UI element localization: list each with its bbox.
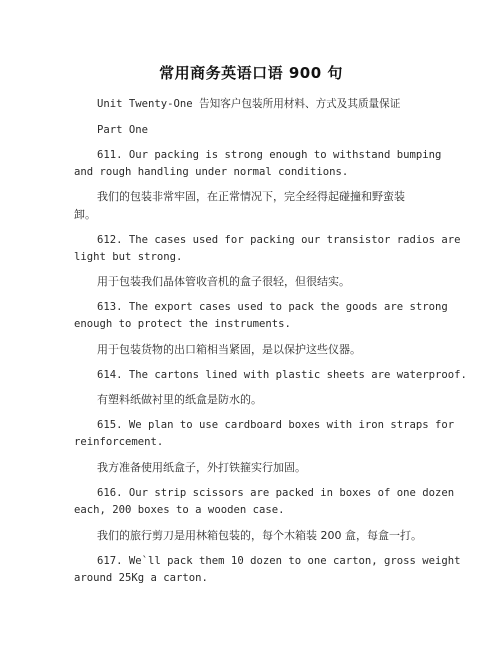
entry-612-en-line2: light but strong. xyxy=(74,251,183,263)
entry-615-cn-line1: 我方准备使用纸盒子，外打铁箍实行加固。 xyxy=(97,461,306,474)
entry-613-cn-line1: 用于包装货物的出口箱相当紧固，是以保护这些仪器。 xyxy=(97,343,361,356)
entry-617-en-line1: 617. We`ll pack them 10 dozen to one carton, gross weight xyxy=(97,555,461,567)
entry-611-cn-line2: 卸。 xyxy=(74,208,96,221)
entry-617-en-line2: around 25Kg a carton. xyxy=(74,572,208,584)
entry-614-cn-line1: 有塑料纸做衬里的纸盒是防水的。 xyxy=(97,393,262,406)
entry-615-en-line2: reinforcement. xyxy=(74,436,164,448)
entry-616-en-line1: 616. Our strip scissors are packed in boxes of one dozen xyxy=(97,487,455,499)
entry-616-cn-line1: 我们的旅行剪刀是用林箱包装的，每个木箱装 200 盒，每盒一打。 xyxy=(97,529,422,542)
entry-616-en-line2: each, 200 boxes to a wooden case. xyxy=(74,504,285,516)
entry-614-en-line1: 614. The cartons lined with plastic sheets are waterproof. xyxy=(97,369,467,381)
entry-613-en-line2: enough to protect the instruments. xyxy=(74,318,291,330)
entry-611-cn-line1: 我们的包装非常牢固，在正常情况下，完全经得起碰撞和野蛮装 xyxy=(97,190,405,203)
document-title: 常用商务英语口语 900 句 xyxy=(159,64,343,82)
entry-615-en-line1: 615. We plan to use cardboard boxes with iron straps for xyxy=(97,419,455,431)
entry-611-en-line2: and rough handling under normal conditions. xyxy=(74,166,349,178)
entry-613-en-line1: 613. The export cases used to pack the goods are strong xyxy=(97,301,448,313)
unit-heading: Unit Twenty-One 告知客户包装所用材料、方式及其质量保证 xyxy=(97,98,401,110)
entry-612-en-line1: 612. The cases used for packing our transistor radios are xyxy=(97,234,461,246)
part-heading: Part One xyxy=(97,124,149,136)
entry-611-en-line1: 611. Our packing is strong enough to withstand bumping xyxy=(97,149,442,161)
entry-612-cn-line1: 用于包装我们晶体管收音机的盒子很轻，但很结实。 xyxy=(97,275,350,288)
